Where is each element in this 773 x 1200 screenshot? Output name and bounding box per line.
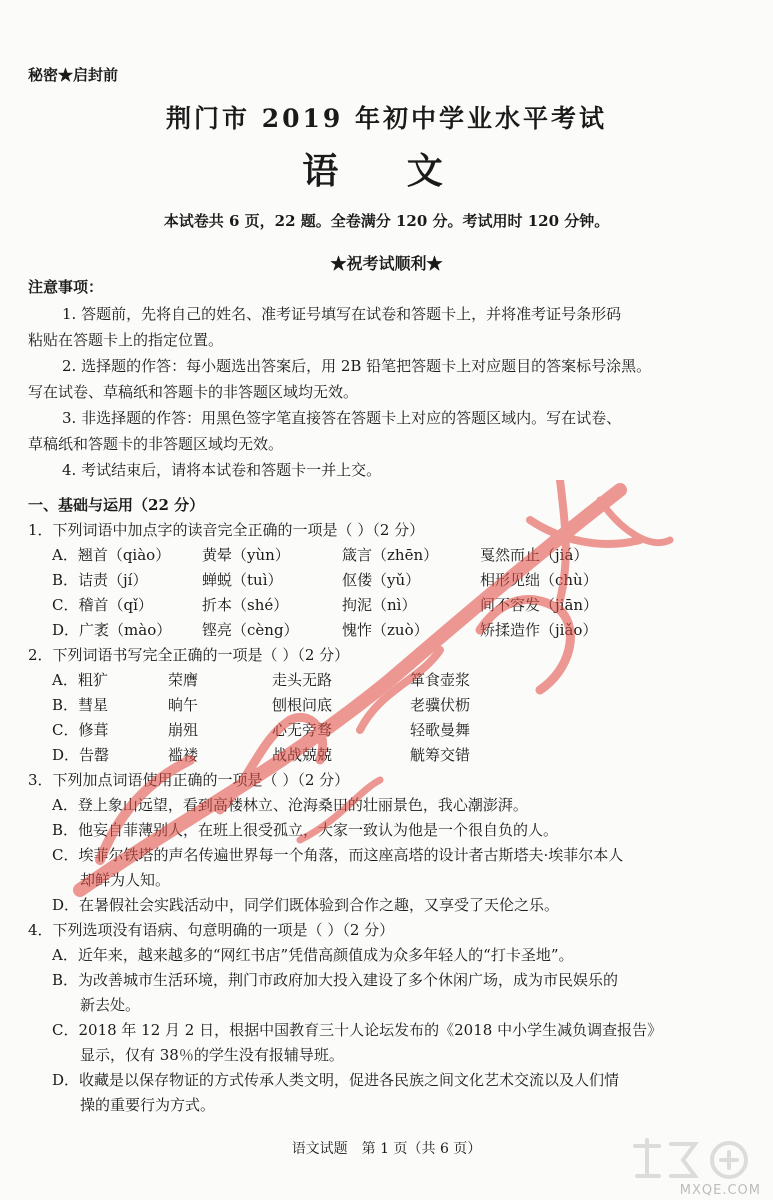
q1-option-cell: B．诘责（jí）: [52, 571, 148, 589]
q2-option-cell: 老骥伏枥: [410, 696, 471, 714]
q2-option-cell: 觥筹交错: [410, 746, 471, 764]
q4-option-line: C．2018 年 12 月 2 日，根据中国教育三十人论坛发布的《2018 中小学生减负调查报告》: [52, 1021, 663, 1039]
watermark-site-text: MXQE.COM: [679, 1183, 761, 1198]
good-luck-line: ★祝考试顺利★: [330, 254, 443, 273]
answer-site-logo-icon: [629, 1136, 759, 1182]
q4-option-line: 操的重要行为方式。: [80, 1096, 216, 1114]
q3-option-line: B．他妄自菲薄别人，在班上很受孤立，大家一致认为他是一个很自负的人。: [52, 821, 559, 839]
q4-option-line: D．收藏是以保存物证的方式传承人类文明，促进各民族之间文化艺术交流以及人们情: [52, 1071, 620, 1089]
question-2-stem: 2．下列词语书写完全正确的一项是（ ）（2 分）: [28, 646, 350, 664]
notice-line: 2. 选择题的作答：每小题选出答案后，用 2B 铅笔把答题卡上对应题目的答案标号涂黑。: [62, 357, 652, 375]
q1-option-cell: 相形见绌（chù）: [480, 571, 598, 589]
q1-option-cell: 愧怍（zuò）: [342, 621, 429, 639]
q1-option-cell: D．广袤（mào）: [52, 621, 172, 639]
q1-option-cell: 折本（shé）: [202, 596, 289, 614]
q3-option-line: D．在暑假社会实践活动中，同学们既体验到合作之趣，又享受了天伦之乐。: [52, 896, 560, 914]
q2-option-cell: 晌午: [168, 696, 199, 714]
q1-option-cell: A．翘首（qiào）: [52, 546, 171, 564]
q3-option-line: 却鲜为人知。: [80, 871, 171, 889]
q2-option-cell: 走头无路: [272, 671, 333, 689]
q2-option-cell: 褴褛: [168, 746, 199, 764]
exam-title: 荆门市 2019 年初中学业水平考试: [166, 104, 607, 133]
q1-option-cell: 伛偻（yǔ）: [342, 571, 421, 589]
notice-line: 粘贴在答题卡上的指定位置。: [28, 331, 224, 349]
q2-option-cell: A．粗犷: [52, 671, 108, 689]
notice-line: 1. 答题前，先将自己的姓名、准考证号填写在试卷和答题卡上，并将准考证号条形码: [62, 305, 622, 323]
subject-title: 语 文: [302, 150, 471, 192]
q2-option-cell: 崩殂: [168, 721, 199, 739]
exam-info: 本试卷共 6 页，22 题。全卷满分 120 分。考试用时 120 分钟。: [163, 212, 610, 230]
q2-option-cell: 刨根问底: [272, 696, 333, 714]
q1-option-cell: 蝉蜕（tuì）: [202, 571, 283, 589]
notice-line: 草稿纸和答题卡的非答题区域均无效。: [28, 435, 284, 453]
q3-option-line: A．登上象山远望，看到高楼林立、沧海桑田的壮丽景色，我心潮澎湃。: [52, 796, 528, 814]
notice-line: 4. 考试结束后，请将本试卷和答题卡一并上交。: [62, 461, 382, 479]
q1-option-cell: 戛然而止（jiá）: [480, 546, 589, 564]
q2-option-cell: 荣膺: [168, 671, 199, 689]
q2-option-cell: C．修葺: [52, 721, 109, 739]
q4-option-line: A．近年来，越来越多的“网红书店”凭借高颜值成为众多年轻人的“打卡圣地”。: [52, 946, 574, 964]
q1-option-cell: C．稽首（qǐ）: [52, 596, 153, 614]
q2-option-cell: 箪食壶浆: [410, 671, 471, 689]
page-footer: 语文试题 第 1 页（共 6 页）: [291, 1141, 482, 1157]
q2-option-cell: 心无旁骛: [272, 721, 333, 739]
notice-heading: 注意事项：: [28, 278, 104, 296]
q1-option-cell: 黄晕（yùn）: [202, 546, 290, 564]
q1-option-cell: 箴言（zhēn）: [342, 546, 439, 564]
q2-option-cell: 轻歌曼舞: [410, 721, 471, 739]
question-3-stem: 3．下列加点词语使用正确的一项是（ ）（2 分）: [28, 771, 350, 789]
question-4-stem: 4．下列选项没有语病、句意明确的一项是（ ）（2 分）: [28, 921, 395, 939]
q1-option-cell: 铿亮（cèng）: [202, 621, 299, 639]
q3-option-line: C．埃菲尔铁塔的声名传遍世界每一个角落，而这座高塔的设计者古斯塔夫·埃菲尔本人: [52, 846, 624, 864]
q2-option-cell: 战战兢兢: [272, 746, 333, 764]
q4-option-line: 新去处。: [80, 996, 141, 1014]
q4-option-line: B．为改善城市生活环境，荆门市政府加大投入建设了多个休闲广场，成为市民娱乐的: [52, 971, 619, 989]
q1-option-cell: 间不容发（jiān）: [480, 596, 599, 614]
notice-line: 3. 非选择题的作答：用黑色签字笔直接答在答题卡上对应的答题区域内。写在试卷、: [62, 409, 622, 427]
confidential-label: 秘密★启封前: [28, 66, 119, 84]
q4-option-line: 显示，仅有 38％的学生没有报辅导班。: [80, 1046, 344, 1064]
q1-option-cell: 拘泥（nì）: [342, 596, 417, 614]
section-heading: 一、基础与运用（22 分）: [28, 496, 205, 514]
q2-option-cell: B．彗星: [52, 696, 109, 714]
notice-line: 写在试卷、草稿纸和答题卡的非答题区域均无效。: [28, 383, 359, 401]
question-1-stem: 1．下列词语中加点字的读音完全正确的一项是（ ）（2 分）: [28, 521, 425, 539]
q2-option-cell: D．告罄: [52, 746, 110, 764]
q1-option-cell: 矫揉造作（jiǎo）: [480, 621, 598, 639]
